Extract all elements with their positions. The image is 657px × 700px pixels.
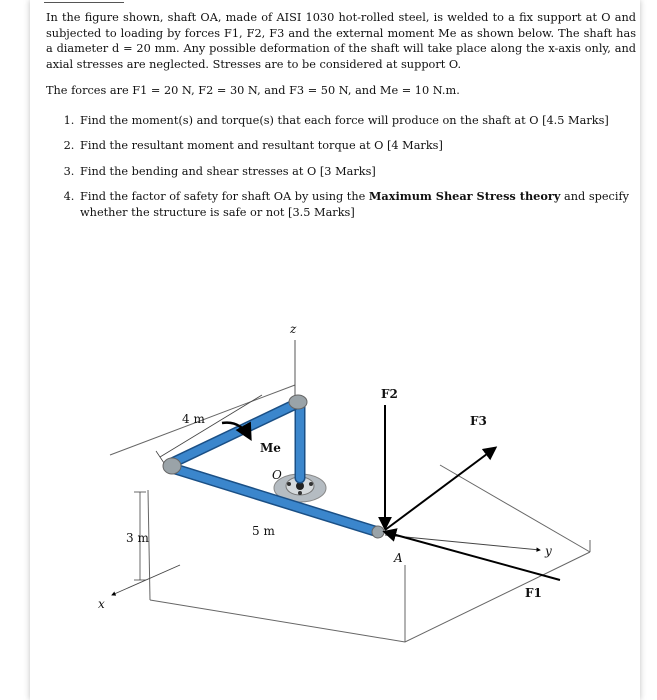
f1-label: F1 bbox=[525, 586, 542, 600]
dimension-5m-label: 5 m bbox=[252, 524, 275, 538]
x-axis bbox=[98, 565, 180, 611]
force-f1 bbox=[385, 532, 560, 600]
force-f2 bbox=[381, 387, 398, 528]
top-rule bbox=[44, 2, 124, 3]
y-axis-label: y bbox=[545, 544, 552, 558]
problem-text bbox=[46, 10, 636, 230]
dimension-3m bbox=[126, 492, 149, 580]
dimension-4m-label: 4 m bbox=[182, 412, 205, 426]
question-list bbox=[46, 113, 636, 221]
force-f3 bbox=[385, 414, 495, 530]
question-4-suffix: and specify whether the structure is safe or not [3.5 Marks] bbox=[80, 190, 630, 219]
shaft-figure bbox=[0, 300, 657, 700]
question-3: 3. Find the bending and shear stresses at O [3 Marks] bbox=[78, 164, 636, 180]
point-a-label: A bbox=[394, 551, 403, 565]
forces-line: The forces are F1 = 20 N, F2 = 30 N, and F3 = 50 N, and Me = 10 N.m. bbox=[46, 84, 460, 97]
problem-intro: In the figure shown, shaft OA, made of AISI 1030 hot-rolled steel, is welded to a fix support at O and subjected to loading by forces F1, F2, F3 and the external moment Me as shown below. The shaft has a diameter d = 20 mm. Any possible deformation of the shaft will take place along the x-axis only, and axial stresses are neglected. Stresses are to be considered at support O. bbox=[46, 11, 636, 71]
question-4-prefix: Find the factor of safety for shaft OA by using the bbox=[80, 190, 366, 203]
z-axis-label: z bbox=[290, 322, 297, 336]
dimension-3m-label: 3 m bbox=[126, 531, 149, 545]
x-axis-label: x bbox=[98, 597, 105, 611]
f3-label: F3 bbox=[470, 414, 487, 428]
point-o-label: O bbox=[272, 468, 282, 482]
question-1: 1. Find the moment(s) and torque(s) that each force will produce on the shaft at O [4.5 Marks] bbox=[78, 113, 636, 129]
question-4 bbox=[78, 189, 636, 220]
me-label: Me bbox=[260, 441, 281, 455]
question-2: 2. Find the resultant moment and resultant torque at O [4 Marks] bbox=[78, 138, 636, 154]
f2-label: F2 bbox=[381, 387, 398, 401]
question-4-bold: Maximum Shear Stress theory bbox=[368, 189, 561, 203]
